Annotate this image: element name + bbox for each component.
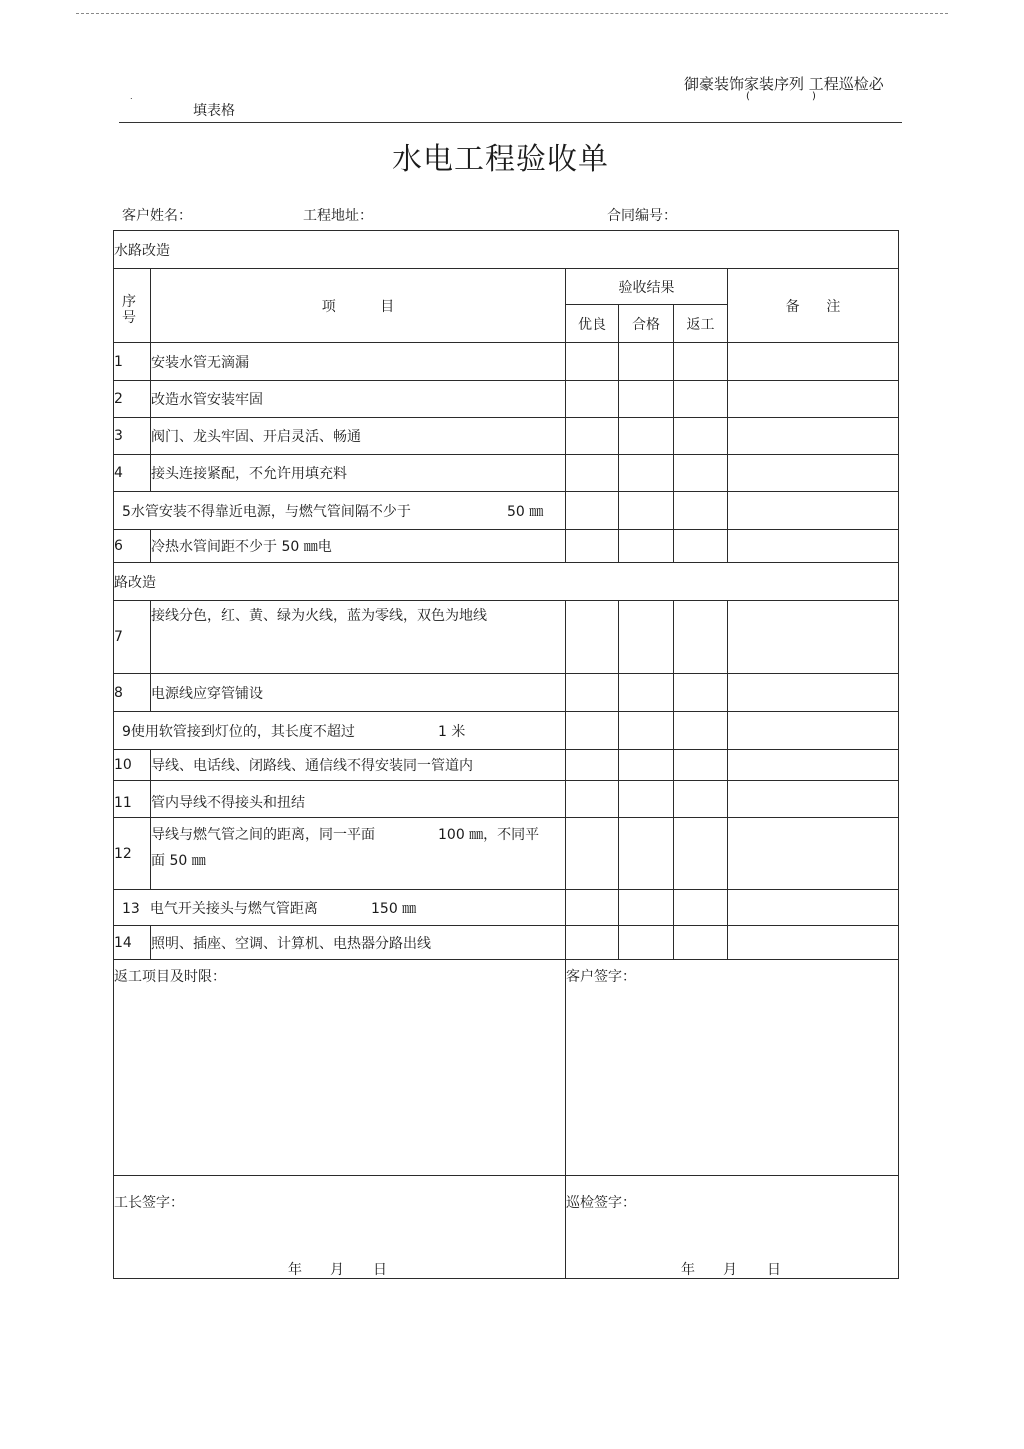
row-value: 1 米 <box>438 723 466 740</box>
cell-remark[interactable] <box>728 381 899 418</box>
cell-rework[interactable] <box>674 926 728 960</box>
top-dashed-rule <box>76 13 948 14</box>
inspector-date-year: 年 <box>681 1262 695 1278</box>
header-left-text: 填表格 <box>193 103 235 119</box>
row-item-cell <box>151 601 566 674</box>
cell-qualified[interactable] <box>619 492 674 530</box>
table-row <box>114 818 899 890</box>
row-number: 9 <box>122 723 131 740</box>
row-item: 电气开关接头与燃气管距离 <box>149 900 318 917</box>
cell-rework[interactable] <box>674 418 728 455</box>
cell-remark[interactable] <box>728 818 899 890</box>
column-rework: 返工 <box>674 305 728 343</box>
cell-qualified[interactable] <box>619 455 674 492</box>
cell-rework[interactable] <box>674 890 728 926</box>
row-item-continuation: 面 50 ㎜ <box>151 853 206 869</box>
cell-excellent[interactable] <box>566 418 619 455</box>
row-number: 4 <box>114 455 151 492</box>
cell-remark[interactable] <box>728 530 899 563</box>
row-number: 1 <box>114 343 151 381</box>
row-item: 改造水管安装牢固 <box>151 381 566 418</box>
cell-remark[interactable] <box>728 750 899 781</box>
foreman-signature-label: 工长签字： <box>114 1195 184 1211</box>
cell-remark[interactable] <box>728 455 899 492</box>
cell-rework[interactable] <box>674 343 728 381</box>
cell-rework[interactable] <box>674 712 728 750</box>
cell-remark[interactable] <box>728 712 899 750</box>
footer-row-rework <box>114 960 899 1176</box>
row-item: 接头连接紧配，不允许用填充料 <box>151 455 566 492</box>
cell-excellent[interactable] <box>566 455 619 492</box>
cell-rework[interactable] <box>674 601 728 674</box>
section-electric-label: 路改造 <box>114 563 899 601</box>
row-value: 150 ㎜ <box>371 900 417 917</box>
cell-qualified[interactable] <box>619 890 674 926</box>
rework-items-label: 返工项目及时限： <box>114 969 226 985</box>
cell-qualified[interactable] <box>619 926 674 960</box>
column-qualified: 合格 <box>619 305 674 343</box>
row-item: 安装水管无滴漏 <box>151 343 566 381</box>
table-row <box>114 750 899 781</box>
cell-rework[interactable] <box>674 530 728 563</box>
row-item-merged <box>114 890 566 926</box>
cell-excellent[interactable] <box>566 492 619 530</box>
cell-excellent[interactable] <box>566 750 619 781</box>
cell-remark[interactable] <box>728 418 899 455</box>
row-item-merged <box>114 712 566 750</box>
header-right-text: 御豪装饰家装序列 工程巡检必 <box>684 75 884 93</box>
row-number: 3 <box>114 418 151 455</box>
foreman-date-year: 年 <box>288 1262 302 1278</box>
row-item-merged <box>114 492 566 530</box>
cell-remark[interactable] <box>728 343 899 381</box>
inspector-date-day: 日 <box>767 1262 781 1278</box>
cell-qualified[interactable] <box>619 750 674 781</box>
cell-qualified[interactable] <box>619 381 674 418</box>
column-remark: 备 注 <box>728 269 899 343</box>
cell-excellent[interactable] <box>566 381 619 418</box>
header-paren-close: ) <box>812 91 816 102</box>
cell-remark[interactable] <box>728 601 899 674</box>
cell-excellent[interactable] <box>566 712 619 750</box>
row-item: 使用软管接到灯位的，其长度不超过 <box>130 723 355 740</box>
cell-rework[interactable] <box>674 381 728 418</box>
row-number: 7 <box>114 601 151 674</box>
header-dot: . <box>130 92 133 101</box>
row-number: 6 <box>114 530 151 563</box>
cell-rework[interactable] <box>674 818 728 890</box>
cell-rework[interactable] <box>674 674 728 712</box>
header-rule <box>119 122 902 123</box>
footer-row-signatures <box>114 1176 899 1279</box>
cell-qualified[interactable] <box>619 418 674 455</box>
cell-qualified[interactable] <box>619 530 674 563</box>
table-row <box>114 455 899 492</box>
contract-number-label: 合同编号： <box>607 208 677 224</box>
row-number: 13 <box>122 900 140 917</box>
row-number: 12 <box>114 818 151 890</box>
header-paren-open: ( <box>746 91 750 102</box>
cell-excellent[interactable] <box>566 818 619 890</box>
cell-excellent[interactable] <box>566 890 619 926</box>
table-row <box>114 418 899 455</box>
cell-excellent[interactable] <box>566 343 619 381</box>
table-row <box>114 781 899 818</box>
column-seq: 序 号 <box>114 269 151 343</box>
cell-remark[interactable] <box>728 674 899 712</box>
cell-remark[interactable] <box>728 492 899 530</box>
project-address-label: 工程地址： <box>303 208 373 224</box>
customer-signature-label: 客户签字： <box>566 969 636 985</box>
cell-remark[interactable] <box>728 890 899 926</box>
rework-items-field[interactable] <box>114 960 566 1176</box>
cell-qualified[interactable] <box>619 712 674 750</box>
section-row-water <box>114 231 899 269</box>
cell-remark[interactable] <box>728 926 899 960</box>
table-row <box>114 530 899 563</box>
row-number: 8 <box>114 674 151 712</box>
column-excellent: 优良 <box>566 305 619 343</box>
table-row <box>114 890 899 926</box>
row-item-cell <box>151 818 566 890</box>
table-row <box>114 343 899 381</box>
inspector-signature-field[interactable] <box>566 1176 899 1279</box>
row-item: 导线、电话线、闭路线、通信线不得安装同一管道内 <box>151 750 566 781</box>
table-row <box>114 601 899 674</box>
row-item: 电源线应穿管铺设 <box>151 674 566 712</box>
table-row <box>114 926 899 960</box>
cell-rework[interactable] <box>674 781 728 818</box>
table-row <box>114 381 899 418</box>
row-item: 照明、插座、空调、计算机、电热器分路出线 <box>151 926 566 960</box>
cell-excellent[interactable] <box>566 781 619 818</box>
row-number: 2 <box>114 381 151 418</box>
page-title: 水电工程验收单 <box>392 142 609 177</box>
section-water-label: 水路改造 <box>114 231 899 269</box>
table-row <box>114 674 899 712</box>
row-value: 50 ㎜ <box>507 503 544 520</box>
column-item: 项 目 <box>151 269 566 343</box>
cell-excellent[interactable] <box>566 530 619 563</box>
inspector-date-month: 月 <box>723 1262 737 1278</box>
foreman-signature-field[interactable] <box>114 1176 566 1279</box>
cell-rework[interactable] <box>674 492 728 530</box>
cell-qualified[interactable] <box>619 818 674 890</box>
cell-excellent[interactable] <box>566 674 619 712</box>
foreman-date-month: 月 <box>330 1262 344 1278</box>
cell-qualified[interactable] <box>619 343 674 381</box>
acceptance-table <box>113 230 899 1279</box>
table-row <box>114 492 899 530</box>
cell-qualified[interactable] <box>619 601 674 674</box>
column-header-row-1 <box>114 269 899 305</box>
inspector-signature-label: 巡检签字： <box>566 1195 636 1211</box>
row-item: 阀门、龙头牢固、开启灵活、畅通 <box>151 418 566 455</box>
row-item: 水管安装不得靠近电源，与燃气管间隔不少于 <box>130 503 411 520</box>
cell-qualified[interactable] <box>619 781 674 818</box>
row-value: 100 ㎜，不同平 <box>438 827 540 843</box>
table-row <box>114 712 899 750</box>
customer-name-label: 客户姓名： <box>122 208 192 224</box>
row-item: 管内导线不得接头和扭结 <box>151 781 566 818</box>
column-result: 验收结果 <box>566 269 728 305</box>
cell-rework[interactable] <box>674 455 728 492</box>
foreman-date-day: 日 <box>373 1262 387 1278</box>
cell-excellent[interactable] <box>566 926 619 960</box>
cell-excellent[interactable] <box>566 601 619 674</box>
row-number: 11 <box>114 781 151 818</box>
cell-rework[interactable] <box>674 750 728 781</box>
cell-remark[interactable] <box>728 781 899 818</box>
row-item: 接线分色，红、黄、绿为火线，蓝为零线，双色为地线 <box>151 608 487 624</box>
row-number: 14 <box>114 926 151 960</box>
section-row-electric <box>114 563 899 601</box>
row-item: 导线与燃气管之间的距离，同一平面 <box>151 827 375 843</box>
cell-qualified[interactable] <box>619 674 674 712</box>
row-number: 5 <box>122 503 131 520</box>
customer-signature-field[interactable] <box>566 960 899 1176</box>
row-item: 冷热水管间距不少于 50 ㎜电 <box>151 530 566 563</box>
row-number: 10 <box>114 750 151 781</box>
